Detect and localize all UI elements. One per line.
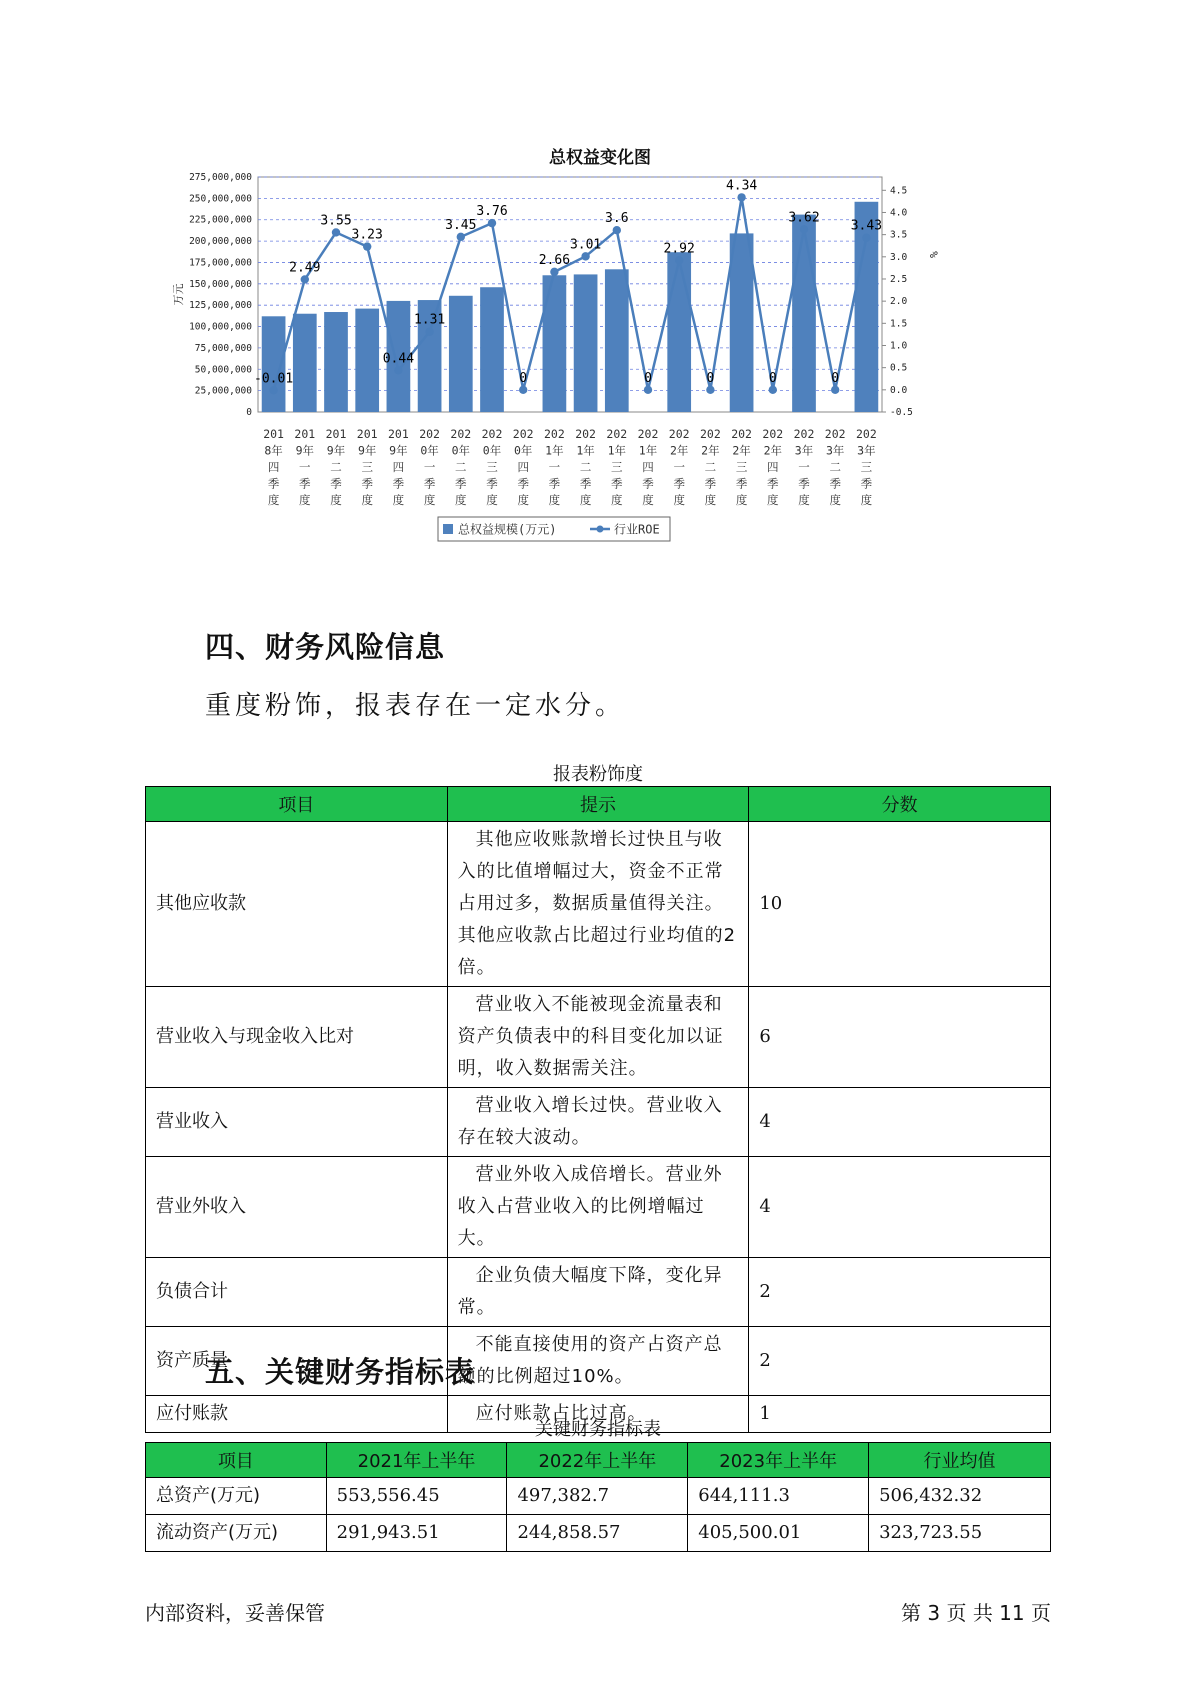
x-tick-label: 202 3年一季度	[793, 427, 815, 507]
x-tick-label: 202 0年一季度	[419, 427, 440, 507]
row-item: 营业收入与现金收入比对	[146, 987, 448, 1088]
chart-title: 总权益变化图	[549, 148, 651, 168]
row-item: 营业收入	[146, 1088, 448, 1157]
table-row	[146, 822, 1051, 987]
roe-point	[425, 328, 433, 336]
kpi-table-header	[146, 1443, 1051, 1478]
header-industry-avg: 行业均值	[869, 1443, 1051, 1478]
roe-point	[675, 256, 683, 264]
roe-data-label: 3.43	[850, 218, 883, 234]
bar	[449, 296, 473, 412]
y2-tick-label: 2.5	[890, 273, 908, 285]
row-score: 4	[749, 1157, 1051, 1258]
roe-data-label: 3.45	[445, 217, 477, 233]
roe-data-label: 0	[768, 370, 777, 386]
roe-point	[488, 219, 496, 227]
y-tick-label: 125,000,000	[189, 300, 252, 312]
x-tick-label: 202 3年三季度	[856, 427, 877, 507]
row-item: 流动资产(万元)	[146, 1515, 327, 1552]
y2-tick-label: 0.5	[890, 362, 908, 374]
bar	[480, 287, 504, 412]
bar	[667, 252, 691, 412]
header-2022h1: 2022年上半年	[507, 1443, 688, 1478]
roe-data-label: 2.92	[663, 241, 695, 257]
chart-svg	[170, 135, 1030, 595]
equity-chart	[170, 135, 1030, 595]
row-score: 2	[749, 1327, 1051, 1396]
section-4-text: 重度粉饰，报表存在一定水分。	[205, 691, 626, 721]
roe-point	[269, 386, 277, 394]
roe-point	[457, 233, 465, 241]
y2-tick-label: 1.0	[890, 340, 908, 352]
table-row	[146, 1258, 1051, 1327]
table-row	[146, 1515, 1051, 1552]
y-tick-label: 100,000,000	[189, 321, 252, 333]
roe-data-label: 2.66	[538, 252, 571, 268]
row-score: 4	[749, 1088, 1051, 1157]
footer-page-number: 第 3 页 共 11 页	[901, 1601, 1051, 1625]
y-tick-label: 150,000,000	[189, 278, 252, 290]
x-tick-label: 202 0年二季度	[450, 427, 472, 507]
row-hint: 其他应收账款增长过快且与收入的比值增幅过大，资金不正常占用过多，数据质量值得关注。其他应收款占比超过行业均值的2倍。	[447, 822, 749, 987]
roe-point	[301, 275, 309, 283]
bar	[355, 309, 379, 412]
header-2021h1: 2021年上半年	[326, 1443, 507, 1478]
y2-tick-label: 4.5	[890, 185, 908, 197]
y-tick-label: 25,000,000	[194, 385, 252, 397]
cell-value: 405,500.01	[688, 1515, 869, 1552]
x-tick-label: 202 0年三季度	[481, 427, 503, 507]
bar	[543, 275, 567, 412]
y-tick-label: 250,000,000	[189, 193, 252, 205]
bar	[324, 312, 348, 412]
header-hint: 提示	[447, 787, 749, 822]
risk-table	[145, 786, 1051, 1433]
x-tick-label: 202 2年一季度	[668, 427, 690, 507]
y-tick-label: 75,000,000	[194, 342, 252, 354]
cell-value: 553,556.45	[326, 1478, 507, 1515]
row-hint: 营业外收入成倍增长。营业外收入占营业收入的比例增幅过大。	[447, 1157, 749, 1258]
y2-tick-label: 3.0	[890, 251, 908, 263]
x-tick-label: 202 2年三季度	[731, 427, 752, 507]
roe-point	[519, 386, 527, 394]
x-tick-label: 201 9年二季度	[325, 427, 347, 507]
row-score: 10	[749, 822, 1051, 987]
cell-value: 644,111.3	[688, 1478, 869, 1515]
roe-data-label: 3.23	[351, 227, 383, 243]
cell-value: 506,432.32	[869, 1478, 1051, 1515]
cell-value: 291,943.51	[326, 1515, 507, 1552]
roe-data-label: 3.6	[605, 211, 629, 227]
y-tick-label: 225,000,000	[189, 214, 252, 226]
cell-value: 244,858.57	[507, 1515, 688, 1552]
roe-point	[862, 234, 870, 242]
bar	[605, 269, 629, 412]
roe-point	[737, 193, 745, 201]
y-tick-label: 50,000,000	[194, 364, 252, 376]
bar	[792, 215, 816, 412]
y2-axis-title: %	[927, 251, 940, 258]
y-tick-label: 200,000,000	[189, 236, 252, 248]
roe-data-label: -0.01	[254, 371, 294, 387]
row-item: 总资产(万元)	[146, 1478, 327, 1515]
y2-tick-label: 4.0	[890, 207, 908, 219]
legend-bar-swatch	[443, 524, 453, 534]
x-tick-label: 202 1年四季度	[637, 427, 659, 507]
table-row	[146, 987, 1051, 1088]
legend-line-marker	[597, 526, 604, 533]
roe-data-label: 0	[831, 370, 840, 386]
y2-tick-label: 1.5	[890, 318, 908, 330]
bar	[574, 274, 598, 412]
y-tick-label: 175,000,000	[189, 257, 252, 269]
row-hint: 营业收入不能被现金流量表和资产负债表中的科目变化加以证明，收入数据需关注。	[447, 987, 749, 1088]
kpi-table	[145, 1442, 1051, 1552]
kpi-table-caption: 关键财务指标表	[535, 1419, 661, 1440]
table-row	[146, 1157, 1051, 1258]
y-tick-label: 0	[246, 407, 252, 418]
y-axis-title: 万元	[172, 283, 185, 306]
row-item: 营业外收入	[146, 1157, 448, 1258]
row-item: 负债合计	[146, 1258, 448, 1327]
x-tick-label: 201 8年四季度	[263, 427, 284, 507]
roe-point	[332, 228, 340, 236]
risk-table-caption: 报表粉饰度	[553, 764, 643, 785]
roe-point	[800, 225, 808, 233]
roe-data-label: 0	[644, 370, 652, 386]
roe-data-label: 3.62	[788, 210, 820, 226]
row-hint: 营业收入增长过快。营业收入存在较大波动。	[447, 1088, 749, 1157]
row-score: 1	[749, 1396, 1051, 1433]
bar	[730, 233, 754, 412]
row-hint: 应付账款占比过高。	[447, 1396, 749, 1433]
x-tick-label: 202 3年二季度	[824, 427, 846, 507]
roe-data-label: 3.76	[476, 204, 508, 220]
section-4-title: 四、财务风险信息	[205, 630, 446, 664]
footer-confidential: 内部资料，妥善保管	[145, 1601, 325, 1625]
table-row	[146, 1088, 1051, 1157]
roe-data-label: 0	[706, 370, 715, 386]
risk-table-header	[146, 787, 1051, 822]
row-item: 资产质量	[146, 1327, 448, 1396]
header-item: 项目	[146, 787, 448, 822]
x-tick-label: 202 1年二季度	[575, 427, 596, 507]
x-tick-label: 202 0年四季度	[512, 427, 534, 507]
roe-data-label: 4.34	[725, 178, 758, 194]
roe-point	[613, 226, 621, 234]
y2-tick-label: 0.0	[890, 384, 908, 396]
roe-point	[769, 386, 777, 394]
x-tick-label: 202 2年二季度	[700, 427, 721, 507]
roe-data-label: 0.44	[382, 351, 415, 367]
header-score: 分数	[749, 787, 1051, 822]
x-tick-label: 202 1年一季度	[544, 427, 565, 507]
y2-tick-label: 3.5	[890, 229, 908, 241]
roe-data-label: 2.49	[289, 260, 321, 276]
x-tick-label: 202 2年四季度	[762, 427, 784, 507]
roe-point	[581, 252, 589, 260]
row-hint: 不能直接使用的资产占资产总额的比例超过10%。	[447, 1327, 749, 1396]
y-tick-label: 275,000,000	[189, 172, 252, 183]
cell-value: 497,382.7	[507, 1478, 688, 1515]
roe-data-label: 3.01	[569, 237, 602, 253]
row-score: 6	[749, 987, 1051, 1088]
roe-data-label: 3.55	[320, 213, 352, 229]
roe-point	[550, 268, 558, 276]
y2-tick-label: -0.5	[890, 407, 913, 418]
x-tick-label: 201 9年一季度	[294, 427, 316, 507]
legend-bar-label: 总权益规模(万元)	[458, 522, 557, 537]
roe-point	[706, 386, 714, 394]
roe-point	[831, 386, 839, 394]
x-tick-label: 201 9年三季度	[356, 427, 378, 507]
header-item: 项目	[146, 1443, 327, 1478]
row-hint: 企业负债大幅度下降，变化异常。	[447, 1258, 749, 1327]
x-tick-label: 202 1年三季度	[606, 427, 628, 507]
row-item: 应付账款	[146, 1396, 448, 1433]
section-5-title: 五、关键财务指标表	[205, 1355, 476, 1389]
roe-point	[644, 386, 652, 394]
header-2023h1: 2023年上半年	[688, 1443, 869, 1478]
roe-data-label: 1.31	[413, 312, 446, 328]
roe-point	[363, 242, 371, 250]
y2-tick-label: 2.0	[890, 296, 908, 308]
roe-data-label: 0	[519, 370, 528, 386]
cell-value: 323,723.55	[869, 1515, 1051, 1552]
row-score: 2	[749, 1258, 1051, 1327]
x-tick-label: 201 9年四季度	[388, 427, 409, 507]
row-item: 其他应收款	[146, 822, 448, 987]
bar	[293, 314, 317, 412]
legend-line-label: 行业ROE	[614, 522, 660, 537]
table-row	[146, 1478, 1051, 1515]
roe-point	[394, 366, 402, 374]
